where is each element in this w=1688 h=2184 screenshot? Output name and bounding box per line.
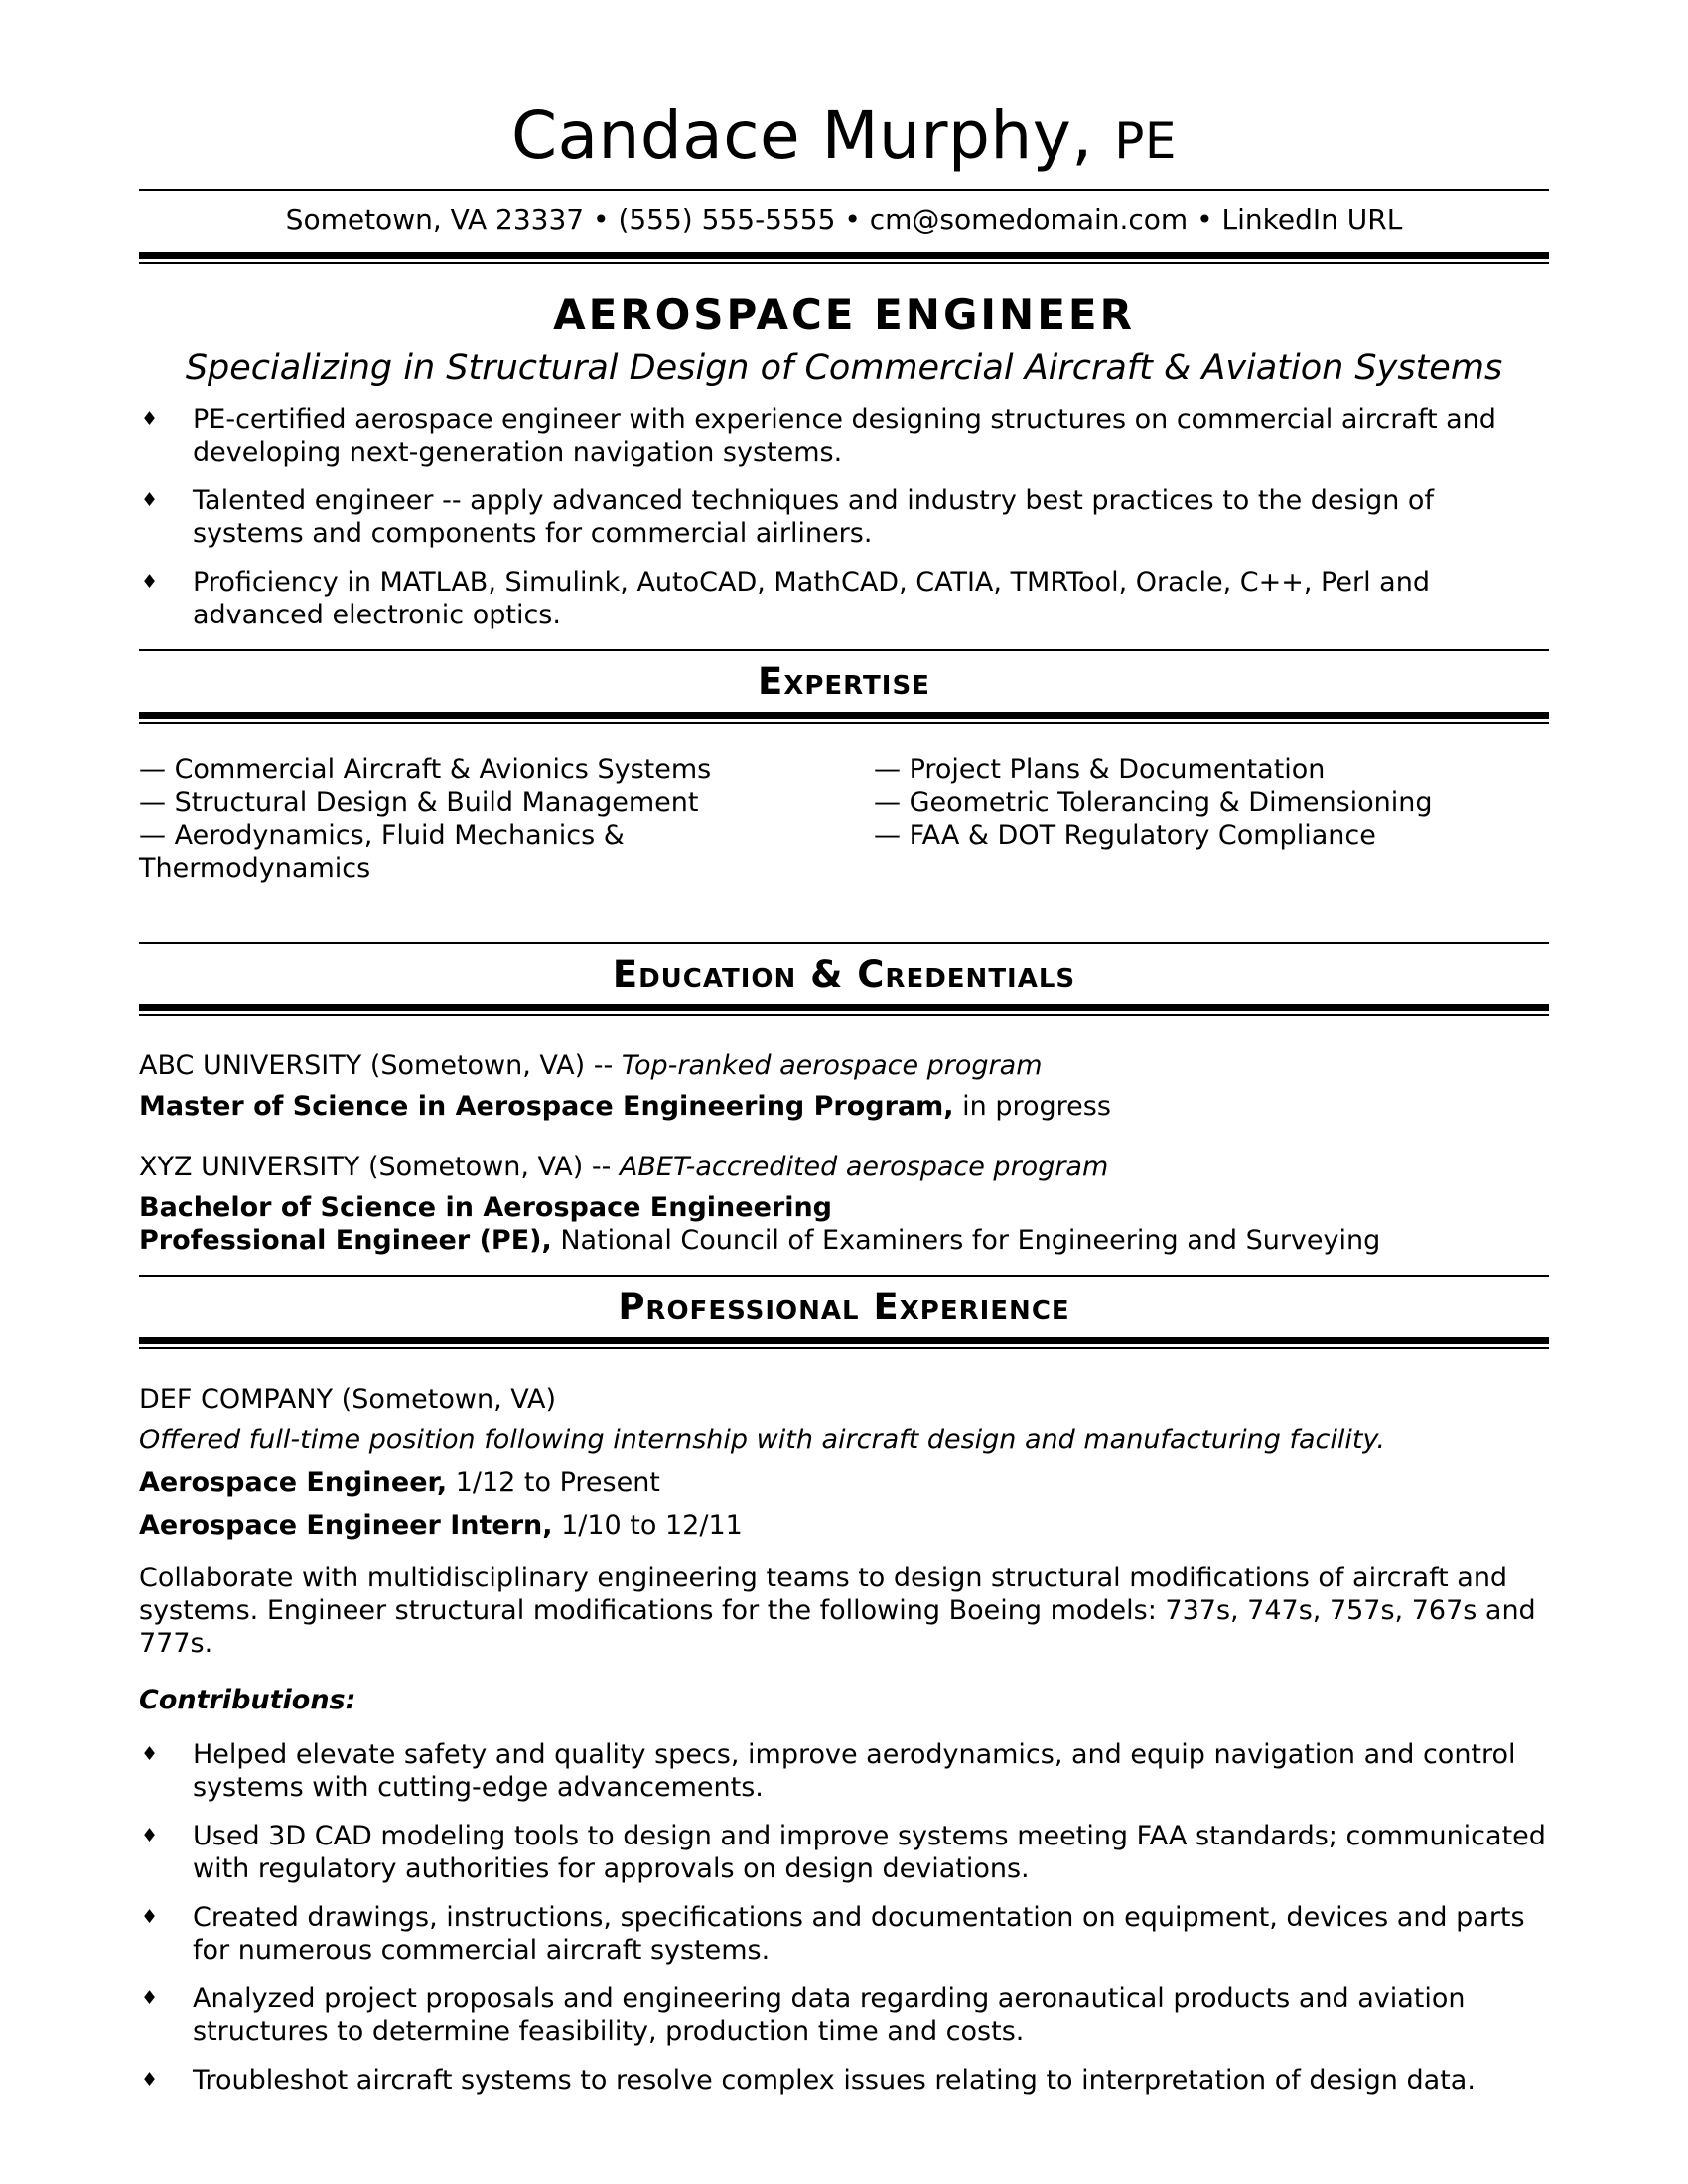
credential-line (139, 1224, 1549, 1257)
diamond-bullet-icon: ♦ (141, 571, 159, 594)
summary-bullet-text: Proficiency in MATLAB, Simulink, AutoCAD, MathCAD, CATIA, TMRTool, Oracle, C++, Perl and advanced electronic optics. (193, 567, 1430, 631)
education-entry (139, 1049, 1549, 1123)
section-rule-bottom (139, 1337, 1549, 1349)
education-school-line (139, 1049, 1549, 1082)
education-degree-line (139, 1191, 1549, 1224)
education-school: ABC UNIVERSITY (Sometown, VA) -- (139, 1050, 622, 1082)
summary-bullet-text: Talented engineer -- apply advanced techniques and industry best practices to the design of systems and components for commercial airliners. (193, 485, 1434, 550)
section-rule-bottom (139, 1004, 1549, 1016)
diamond-bullet-icon: ♦ (141, 2068, 159, 2091)
section-heading-education (139, 942, 1549, 1017)
section-heading-experience (139, 1275, 1549, 1349)
diamond-bullet-icon: ♦ (141, 1824, 159, 1846)
education-school: XYZ UNIVERSITY (Sometown, VA) -- (139, 1152, 620, 1183)
section-heading-expertise (139, 649, 1549, 724)
role-dates: 1/12 to Present (447, 1466, 660, 1498)
section-title-expertise: Expertise (758, 660, 930, 704)
diamond-bullet-icon: ♦ (141, 1986, 159, 2009)
expertise-left-column (139, 753, 834, 885)
summary-bullet-item (139, 403, 1549, 469)
contribution-bullet-text: Created drawings, instructions, specifications and documentation on equipment, devices and parts for numerous commercial aircraft systems. (193, 1901, 1525, 1966)
summary-bullet-text: PE-certified aerospace engineer with experience designing structures on commercial aircraft and developing next-generation navigation systems. (193, 404, 1496, 469)
expertise-item: — Structural Design & Build Management (139, 786, 699, 818)
contribution-bullet-text: Used 3D CAD modeling tools to design and improve systems meeting FAA standards; communicated with regulatory authorities for approvals on design deviations. (193, 1820, 1546, 1884)
education-degree: Bachelor of Science in Aerospace Engineering (139, 1192, 833, 1224)
company-tagline: Offered full-time position following internship with aircraft design and manufacturing facility. (139, 1424, 1385, 1455)
contribution-bullet-item (139, 1901, 1549, 1967)
candidate-name (139, 99, 1549, 173)
education-program-note: Top-ranked aerospace program (621, 1050, 1043, 1082)
education-degree-line (139, 1090, 1549, 1123)
header-divider-thick (139, 252, 1549, 264)
candidate-credential-suffix: PE (1114, 112, 1177, 170)
contribution-bullet-item (139, 2064, 1549, 2097)
candidate-name-main: Candace Murphy, (511, 97, 1093, 174)
role-title: Aerospace Engineer, (139, 1466, 448, 1498)
contribution-bullet-text: Troubleshot aircraft systems to resolve complex issues relating to interpretation of design data. (193, 2064, 1476, 2096)
credential-title: Professional Engineer (PE), (139, 1225, 552, 1257)
contribution-bullet-item (139, 1738, 1549, 1804)
role-line (139, 1466, 1549, 1499)
education-degree-status: in progress (953, 1091, 1111, 1123)
header-divider-thin (139, 189, 1549, 191)
education-program-note: ABET-accredited aerospace program (619, 1152, 1109, 1183)
expertise-right-column (874, 753, 1549, 885)
header (139, 99, 1549, 264)
experience-summary-paragraph: Collaborate with multidisciplinary engineering teams to design structural modifications of aircraft and systems. Engineer structural modifications for the following Boeing models: 737s, 747s, 757s, 767s and 777s. (139, 1562, 1536, 1659)
section-rule-bottom (139, 712, 1549, 724)
diamond-bullet-icon: ♦ (141, 1742, 159, 1765)
expertise-item: — Commercial Aircraft & Avionics Systems (139, 753, 712, 785)
resume-subheadline: Specializing in Structural Design of Commercial Aircraft & Aviation Systems (185, 348, 1503, 389)
experience-block (139, 1383, 1549, 2097)
role-line (139, 1509, 1549, 1542)
resume-headline: AEROSPACE ENGINEER (553, 289, 1135, 339)
summary-bullet-list (139, 403, 1549, 631)
diamond-bullet-icon: ♦ (141, 489, 159, 512)
section-rule-top (139, 649, 1549, 651)
title-block (139, 290, 1549, 389)
diamond-bullet-icon: ♦ (141, 1905, 159, 1928)
contribution-bullet-item (139, 1982, 1549, 2048)
role-title: Aerospace Engineer Intern, (139, 1509, 553, 1541)
expertise-item-wrap: Thermodynamics (139, 852, 371, 884)
education-degree: Master of Science in Aerospace Engineering Program, (139, 1091, 954, 1123)
contributions-label: Contributions: (139, 1684, 356, 1715)
summary-bullet-item (139, 566, 1549, 631)
contribution-bullet-text: Analyzed project proposals and engineering data regarding aeronautical products and aviation structures to determine feasibility, production time and costs. (193, 1982, 1466, 2047)
expertise-item: — Aerodynamics, Fluid Mechanics & (139, 819, 625, 851)
expertise-columns (139, 753, 1549, 885)
education-block (139, 1049, 1549, 1257)
expertise-item: — Geometric Tolerancing & Dimensioning (874, 786, 1433, 818)
section-title-education: Education & Credentials (612, 952, 1076, 996)
contribution-bullet-item (139, 1820, 1549, 1885)
diamond-bullet-icon: ♦ (141, 408, 159, 431)
summary-bullet-item (139, 484, 1549, 550)
expertise-item: — FAA & DOT Regulatory Compliance (874, 819, 1376, 851)
role-dates: 1/10 to 12/11 (552, 1509, 743, 1541)
contact-line: Sometown, VA 23337 • (555) 555-5555 • cm@somedomain.com • LinkedIn URL (285, 203, 1403, 236)
education-school-line (139, 1151, 1549, 1183)
contribution-bullet-text: Helped elevate safety and quality specs, improve aerodynamics, and equip navigation and control systems with cutting-edge advancements. (193, 1738, 1516, 1803)
education-entry (139, 1151, 1549, 1224)
company-line: DEF COMPANY (Sometown, VA) (139, 1383, 556, 1415)
section-rule-top (139, 1275, 1549, 1277)
section-title-experience: Professional Experience (618, 1286, 1070, 1329)
expertise-item: — Project Plans & Documentation (874, 753, 1326, 785)
section-rule-top (139, 942, 1549, 944)
contributions-bullet-list (139, 1738, 1549, 2097)
credential-issuer: National Council of Examiners for Engineering and Surveying (551, 1225, 1381, 1257)
